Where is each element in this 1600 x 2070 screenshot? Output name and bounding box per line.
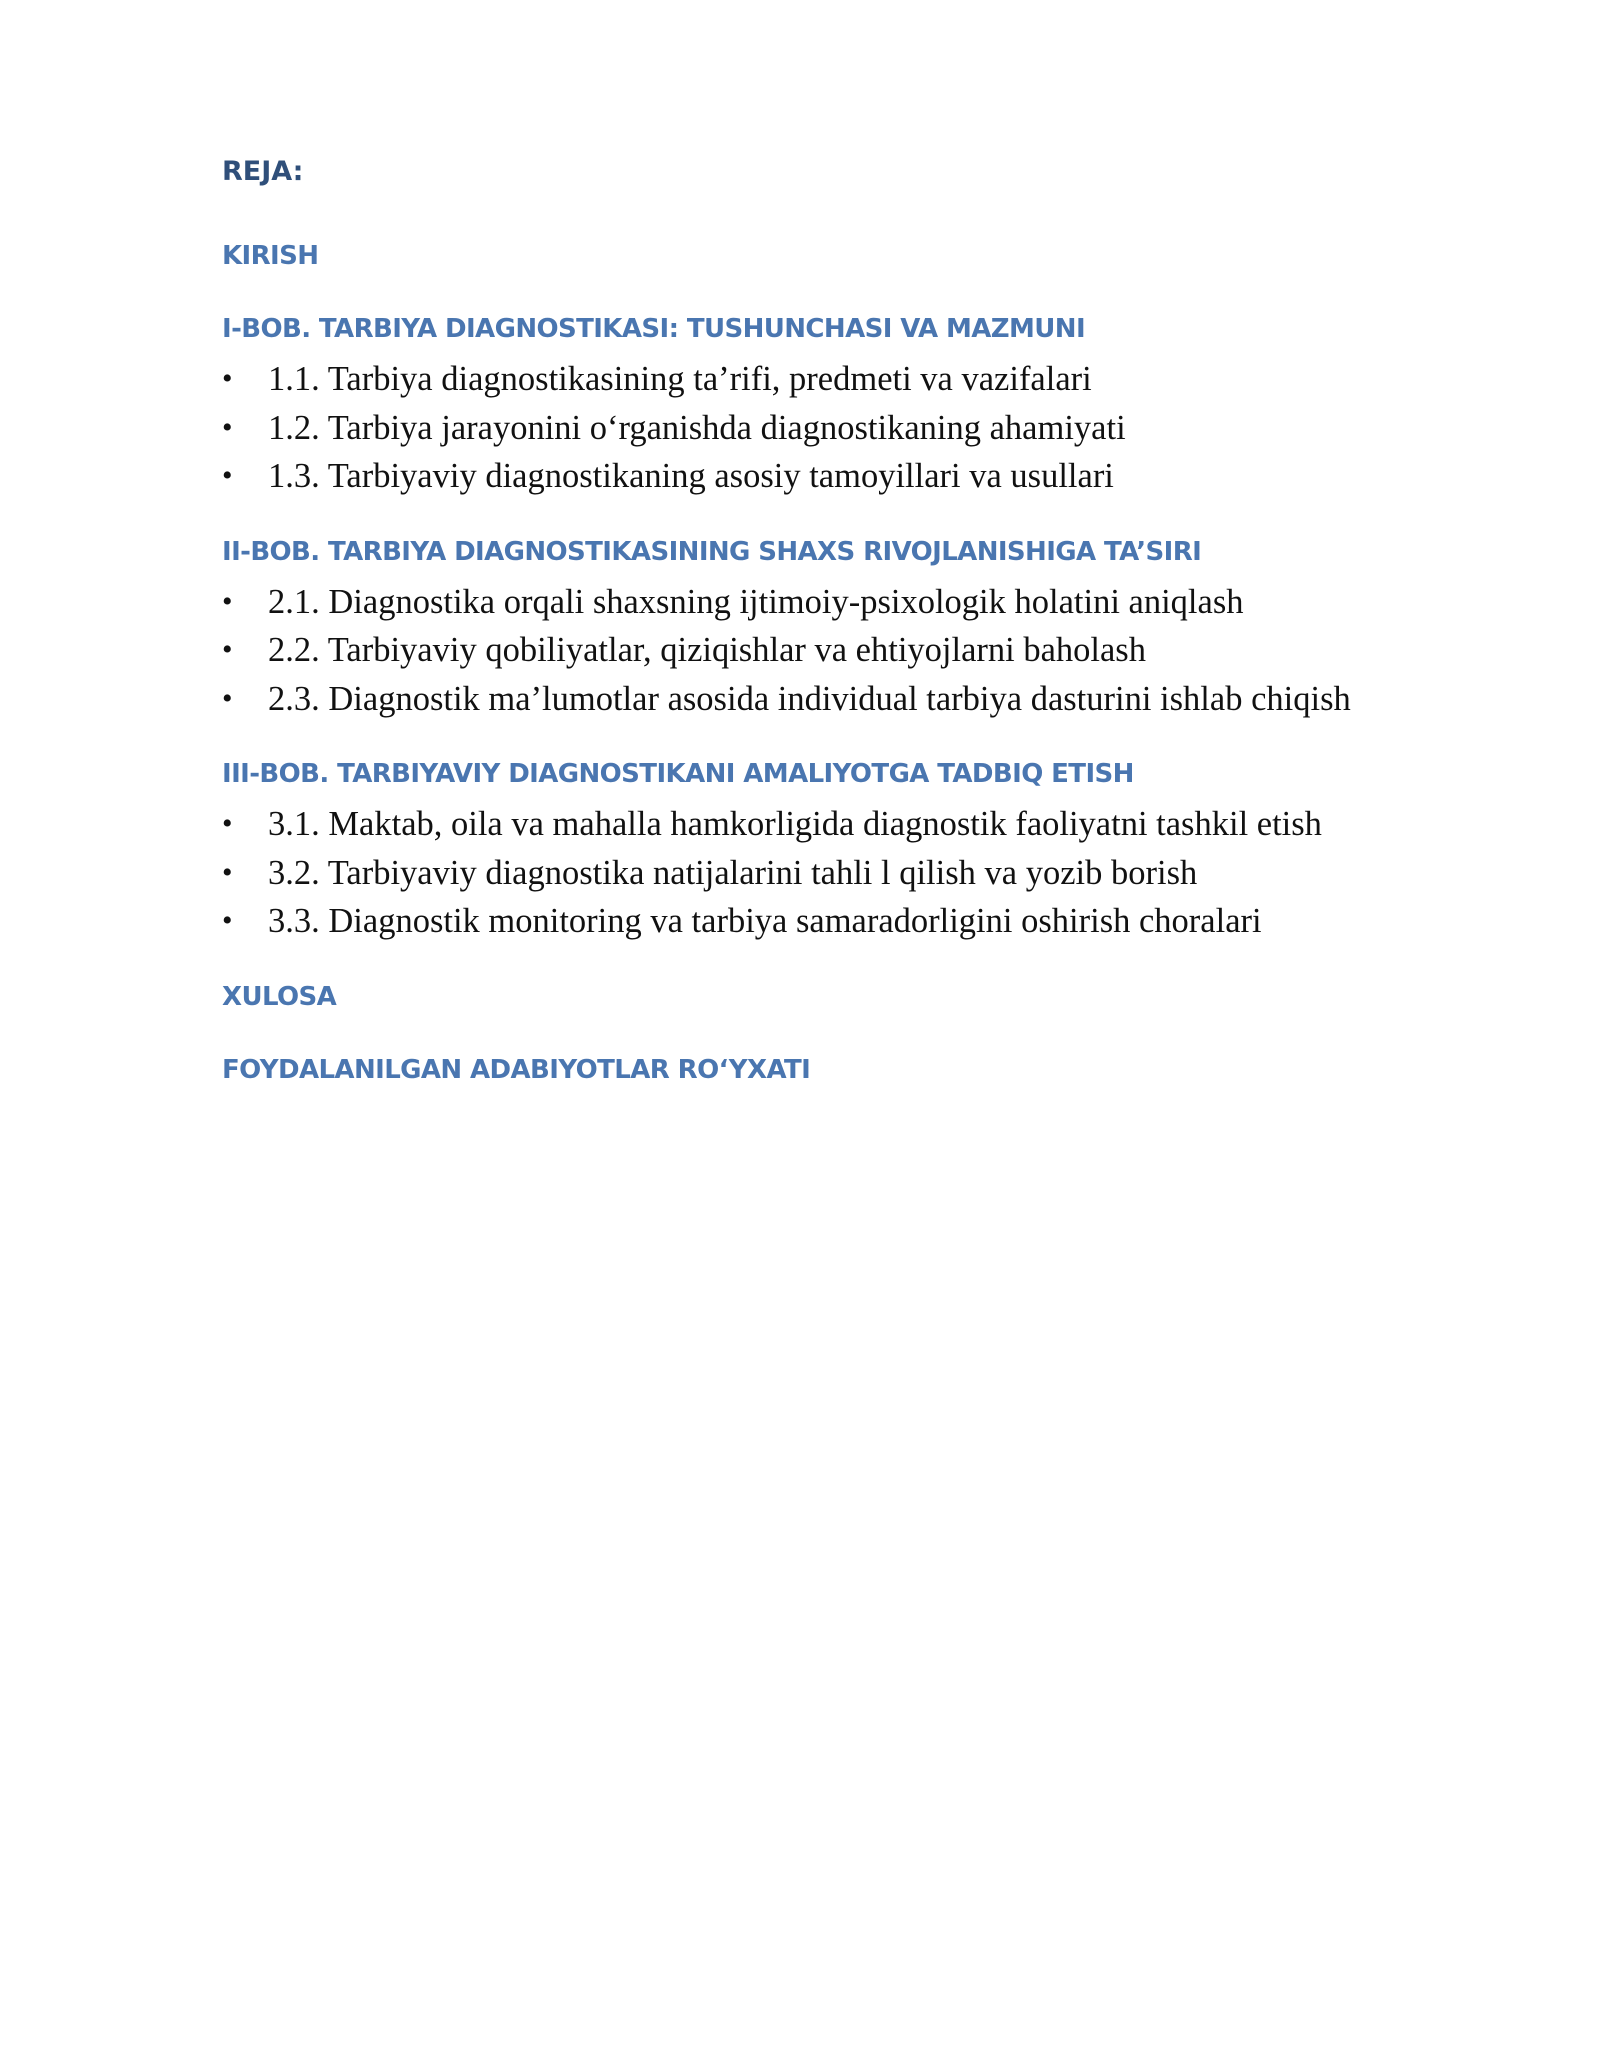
list-item — [222, 800, 1442, 849]
list-item-text: 2.1. Diagnostika orqali shaxsning ijtimoiy-psixologik holatini aniqlash — [268, 582, 1244, 621]
list-item — [222, 578, 1442, 627]
list-item — [222, 849, 1442, 898]
bullet-icon: • — [222, 681, 233, 715]
heading-references: FOYDALANILGAN ADABIYOTLAR RO‘YXATI — [222, 1054, 811, 1085]
heading-chapter-1: I-BOB. TARBIYA DIAGNOSTIKASI: TUSHUNCHASI VA MAZMUNI — [222, 314, 1086, 344]
bullet-icon: • — [222, 904, 233, 937]
list-item-text: 1.3. Tarbiyaviy diagnostikaning asosiy tamoyillari va usullari — [268, 457, 1114, 495]
list-item-text: 1.1. Tarbiya diagnostikasining ta’rifi, predmeti va vazifalari — [268, 360, 1092, 398]
bullet-icon: • — [222, 807, 233, 840]
chapter-1-list — [222, 355, 1442, 501]
plan-content — [222, 150, 1442, 1092]
heading-conclusion: XULOSA — [222, 981, 337, 1012]
page-title: REJA: — [222, 156, 304, 187]
list-item-text: 2.3. Diagnostik ma’lumotlar asosida individual tarbiya dasturini ishlab chiqish — [268, 679, 1351, 718]
list-item-text: 3.3. Diagnostik monitoring va tarbiya samaradorligini oshirish choralari — [268, 902, 1262, 940]
heading-chapter-3: III-BOB. TARBIYAVIY DIAGNOSTIKANI AMALIYOTGA TADBIQ ETISH — [222, 759, 1134, 789]
list-item-text: 1.2. Tarbiya jarayonini o‘rganishda diagnostikaning ahamiyati — [268, 408, 1126, 447]
list-item — [222, 452, 1442, 501]
list-item — [222, 626, 1442, 675]
heading-introduction: KIRISH — [222, 241, 319, 271]
chapter-2-list — [222, 578, 1442, 724]
bullet-icon: • — [222, 459, 233, 492]
bullet-icon: • — [222, 362, 233, 395]
list-item — [222, 675, 1442, 724]
bullet-icon: • — [222, 584, 233, 618]
list-item — [222, 355, 1442, 404]
bullet-icon: • — [222, 855, 233, 889]
heading-chapter-2: II-BOB. TARBIYA DIAGNOSTIKASINING SHAXS RIVOJLANISHIGA TA’SIRI — [222, 536, 1202, 567]
bullet-icon: • — [222, 633, 233, 666]
list-item-text: 2.2. Tarbiyaviy qobiliyatlar, qiziqishlar va ehtiyojlarni baholash — [268, 631, 1146, 669]
list-item-text: 3.2. Tarbiyaviy diagnostika natijalarini tahli l qilish va yozib borish — [268, 853, 1198, 892]
list-item — [222, 897, 1442, 946]
list-item — [222, 404, 1442, 453]
bullet-icon: • — [222, 410, 233, 444]
list-item-text: 3.1. Maktab, oila va mahalla hamkorligida diagnostik faoliyatni tashkil etish — [268, 805, 1322, 843]
chapter-3-list — [222, 800, 1442, 946]
